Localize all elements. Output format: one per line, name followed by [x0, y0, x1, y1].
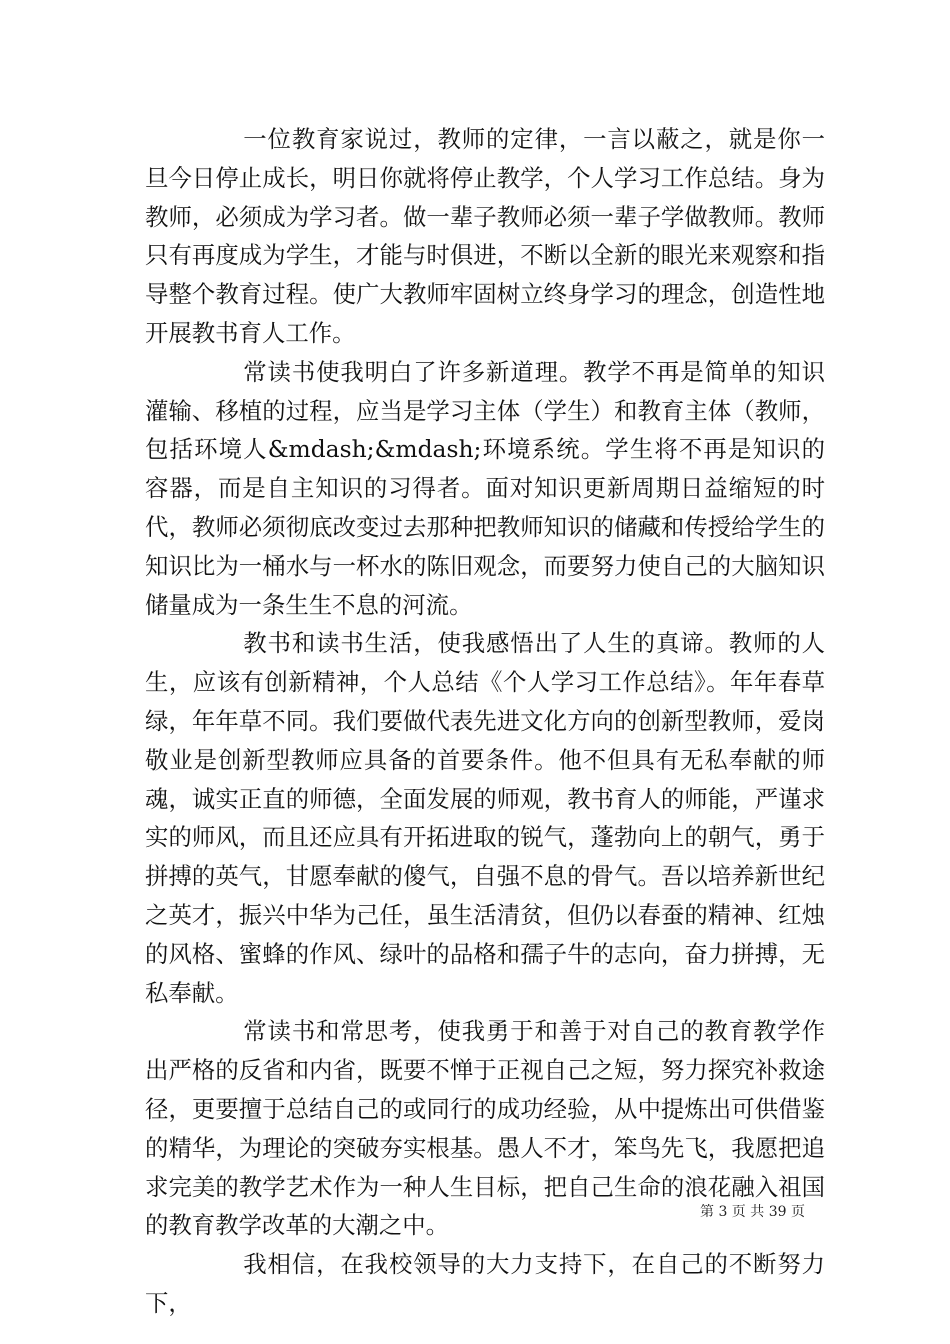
- paragraph-2: 常读书使我明白了许多新道理。教学不再是简单的知识灌输、移植的过程，应当是学习主体（学生）和教育主体（教师，包括环境人&mdash;&mdash;环境系统。学生将不再是知识的容器，而是自主知识的习得者。面对知识更新周期日益缩短的时代，教师必须彻底改变过去那种把教师知识的储藏和传授给学生的知识比为一桶水与一杯水的陈旧观念，而要努力使自己的大脑知识储量成为一条生生不息的河流。: [145, 357, 825, 619]
- paragraph-5: 我相信，在我校领导的大力支持下，在自己的不断努力下，: [145, 1250, 825, 1317]
- paragraph-4: 常读书和常思考，使我勇于和善于对自己的教育教学作出严格的反省和内省，既要不惮于正视自己之短，努力探究补救途径，更要擅于总结自己的或同行的成功经验，从中提炼出可供借鉴的精华，为理论的突破夯实根基。愚人不才，笨鸟先飞，我愿把追求完美的教学艺术作为一种人生目标，把自己生命的浪花融入祖国的教育教学改革的大潮之中。: [145, 1017, 825, 1240]
- document-body: [145, 120, 825, 1323]
- paragraph-1: 一位教育家说过，教师的定律，一言以蔽之，就是你一旦今日停止成长，明日你就将停止教学，个人学习工作总结。身为教师，必须成为学习者。做一辈子教师必须一辈子学做教师。教师只有再度成为学生，才能与时俱进，不断以全新的眼光来观察和指导整个教育过程。使广大教师牢固树立终身学习的理念，创造性地开展教书育人工作。: [145, 125, 825, 347]
- page-number-footer: 第 3 页 共 39 页: [700, 1204, 805, 1220]
- paragraph-3: 教书和读书生活，使我感悟出了人生的真谛。教师的人生，应该有创新精神，个人总结《个人学习工作总结》。年年春草绿，年年草不同。我们要做代表先进文化方向的创新型教师，爱岗敬业是创新型教师应具备的首要条件。他不但具有无私奉献的师魂，诚实正直的师德，全面发展的师观，教书育人的师能，严谨求实的师风，而且还应具有开拓进取的锐气，蓬勃向上的朝气，勇于拼搏的英气，甘愿奉献的傻气，自强不息的骨气。吾以培养新世纪之英才，振兴中华为己任，虽生活清贫，但仍以春蚕的精神、红烛的风格、蜜蜂的作风、绿叶的品格和孺子牛的志向，奋力拼搏，无私奉献。: [145, 629, 825, 1007]
